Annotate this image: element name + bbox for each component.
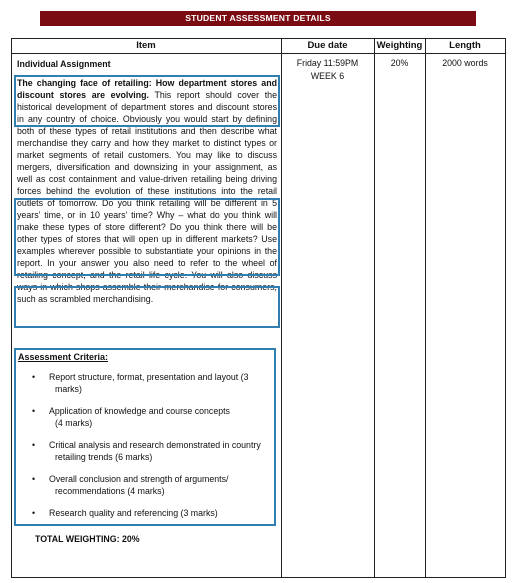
length-cell: 2000 words: [442, 58, 488, 68]
list-item: • Application of knowledge and course concepts (4 marks): [32, 406, 230, 428]
banner-title: STUDENT ASSESSMENT DETAILS: [40, 11, 476, 26]
header-divider: [11, 53, 506, 54]
bullet-icon: •: [32, 508, 36, 518]
bullet-icon: •: [32, 440, 36, 450]
list-item: • Overall conclusion and strength of arguments/ recommendations (4 marks): [32, 474, 229, 496]
table-border-right: [505, 38, 506, 578]
row-title: Individual Assignment: [17, 59, 111, 69]
weighting-cell: 20%: [390, 58, 409, 68]
bullet-icon: •: [32, 406, 36, 416]
assessment-table: [11, 38, 506, 578]
due-date-time: Friday 11:59PM: [296, 58, 359, 68]
table-border-top: [11, 38, 506, 39]
bullet-icon: •: [32, 474, 36, 484]
bullet-icon: •: [32, 372, 36, 382]
header-length: Length: [449, 40, 481, 51]
column-divider-weighting: [425, 38, 426, 578]
header-item: Item: [136, 40, 156, 51]
list-item: • Research quality and referencing (3 marks): [32, 508, 218, 518]
due-date-week: WEEK 6: [310, 71, 345, 81]
criteria-list: [17, 371, 275, 529]
description-body: This report should cover the historical development of department stores and discount stores in any country of choice. Obviously you would start by defining both of these types of retail institutions and then describe what merchandise they carry and how they market to distinct types or market segments of retail customers. You may like to discuss mergers, diversification and downsizing in your assignment, as well as cost containment and value-driven retailing being driving forces behind the evolution of these institutions into the retail outlets of tomorrow. Do you think retailing will be different in 5 years’ time, or in 10 years’ time? Why – what do you think will make these types of store different? Do you think there will be other types of stores that will open up in different markets? Use examples wherever possible to substantiate your opinions in the report. In your answer you also need to refer to the wheel of retailing concept, and the retail life cycle. You will also discuss ways in which shops assemble their merchandise for consumers, such as scrambled merchandising.: [17, 90, 277, 304]
highlight-box-questions: [14, 198, 280, 276]
column-divider-due: [374, 38, 375, 578]
description-heading: The changing face of retailing: How department stores and discount stores are evolving.: [17, 78, 277, 100]
list-item: • Critical analysis and research demonstrated in country retailing trends (6 marks): [32, 440, 261, 462]
total-weighting: TOTAL WEIGHTING: 20%: [35, 534, 140, 544]
column-divider-item: [281, 38, 282, 578]
header-weighting: Weighting: [376, 40, 423, 51]
table-border-left: [11, 38, 12, 578]
criteria-title: Assessment Criteria:: [18, 352, 109, 362]
list-item: • Report structure, format, presentation and layout (3 marks): [32, 372, 249, 394]
highlight-box-intro: [14, 75, 280, 127]
header-due-date: Due date: [307, 40, 348, 51]
highlight-box-merchandising: [14, 286, 280, 328]
due-date-cell: [281, 57, 374, 83]
table-border-bottom: [11, 577, 506, 578]
